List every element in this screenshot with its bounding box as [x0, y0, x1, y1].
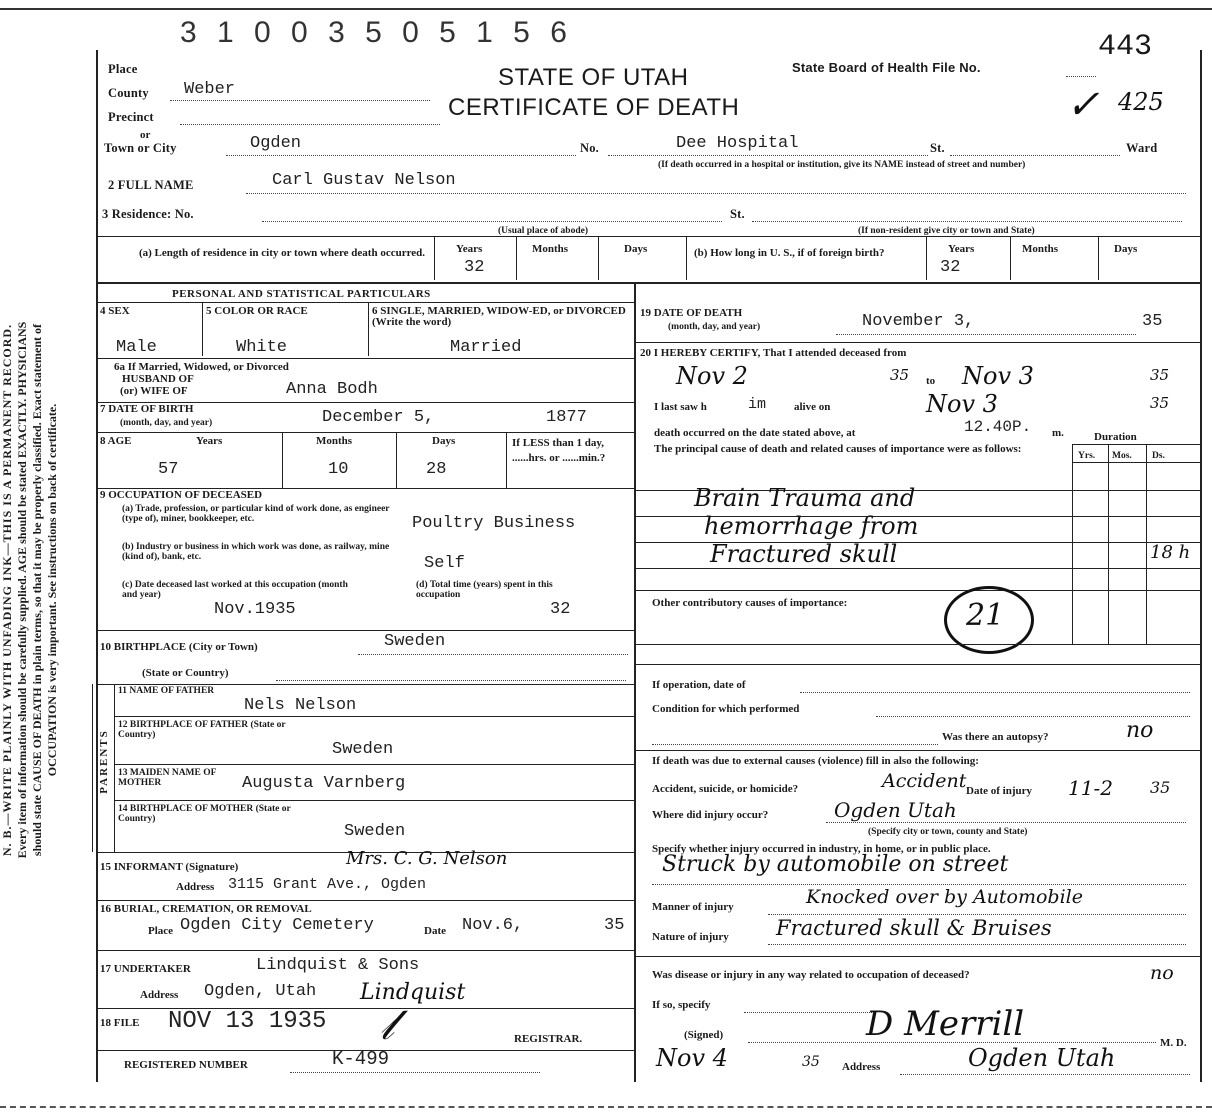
undertaker-value: Lindquist & Sons: [256, 956, 420, 975]
nature-value: Fractured skull & Bruises: [776, 916, 1052, 940]
side-note-line-1: N. B.—WRITE PLAINLY WITH UNFADING INK—THIS IS A PERMANENT RECORD.: [0, 323, 14, 857]
undertaker-signature: Lindquist: [360, 980, 466, 1005]
husband-of-label: HUSBAND OF: [122, 373, 194, 385]
cause-line-2: hemorrhage from: [704, 512, 919, 540]
contributory-label: Other contributory causes of importance:: [652, 597, 848, 609]
informant-address-value: 3115 Grant Ave., Ogden: [228, 876, 427, 893]
birthplace-mother-value: Sweden: [344, 822, 406, 841]
dob-label: 7 DATE OF BIRTH: [100, 403, 194, 415]
age-days-header: Days: [432, 435, 456, 447]
length-residence-label: (a) Length of residence in city or town where death occurred.: [138, 247, 426, 259]
condition-label: Condition for which performed: [652, 703, 800, 715]
total-time-value: 32: [550, 600, 571, 619]
accident-label: Accident, suicide, or homicide?: [652, 783, 799, 795]
birthplace-mother-label: 14 BIRTHPLACE OF MOTHER (State or Country): [118, 804, 291, 824]
registered-number-value: K-499: [332, 1048, 390, 1070]
burial-place-label: Place: [148, 925, 174, 937]
occupation-value: Poultry Business: [412, 514, 576, 533]
ward-label: Ward: [1126, 141, 1158, 155]
to-label: to: [926, 375, 936, 387]
nature-label: Nature of injury: [652, 931, 729, 943]
certify-label: 20 I HEREBY CERTIFY, That I attended deceased from: [640, 347, 907, 359]
where-label: Where did injury occur?: [652, 809, 769, 821]
father-label: 11 NAME OF FATHER: [118, 686, 215, 696]
accident-value: Accident: [882, 770, 967, 792]
date-injury-label: Date of injury: [966, 785, 1032, 797]
age-months-value: 10: [328, 460, 349, 479]
birthplace-father-value: Sweden: [332, 740, 394, 759]
side-note-line-2: Every item of information should be carefully supplied. AGE should be stated EXACTLY. PHYSICIANS: [15, 321, 29, 859]
registered-number-label: REGISTERED NUMBER: [124, 1059, 248, 1071]
dob-year-value: 1877: [546, 408, 587, 427]
birthplace-label: 10 BIRTHPLACE (City or Town): [100, 641, 258, 653]
personal-particulars-heading: PERSONAL AND STATISTICAL PARTICULARS: [172, 288, 431, 300]
occupation-d-label: (d) Total time (years) spent in this occupation: [416, 580, 553, 600]
town-label: Town or City: [104, 141, 177, 155]
last-worked-value: Nov.1935: [214, 600, 296, 619]
manner-value: Knocked over by Automobile: [806, 886, 1083, 908]
injury-year-value: 35: [1150, 778, 1171, 797]
external-causes-label: If death was due to external causes (violence) fill in also the following:: [652, 755, 979, 767]
birthplace-value: Sweden: [384, 632, 446, 651]
mother-value: Augusta Varnberg: [242, 774, 406, 793]
code-value: 21: [966, 598, 1005, 633]
side-note-line-4: OCCUPATION is very important. See instructions on back of certificate.: [45, 403, 59, 777]
race-value: White: [236, 338, 288, 357]
file-number: 443: [1098, 30, 1153, 64]
sign-address-label: Address: [842, 1061, 881, 1073]
informant-address-label: Address: [176, 881, 215, 893]
to-year: 35: [1150, 366, 1170, 384]
file-label: 18 FILE: [100, 1017, 140, 1029]
undertaker-address-value: Ogden, Utah: [204, 982, 317, 1001]
nonresident-note: (If non-resident give city or town and State): [858, 226, 1035, 236]
us-months-header: Months: [1022, 243, 1059, 255]
cause-label: The principal cause of death and related causes of importance were as follows:: [654, 443, 1022, 455]
date-of-death-label: 19 DATE OF DEATH: [640, 307, 743, 319]
age-days-value: 28: [426, 460, 447, 479]
specify-industry-label: Specify whether injury occurred in industry, in home, or in public place.: [652, 843, 991, 855]
registrar-label: REGISTRAR.: [514, 1033, 583, 1045]
operation-label: If operation, date of: [652, 679, 746, 691]
spouse-value: Anna Bodh: [286, 380, 378, 399]
manner-label: Manner of injury: [652, 901, 734, 913]
burial-year-value: 35: [604, 916, 625, 935]
hospital-value: Dee Hospital: [676, 134, 799, 153]
wife-of-label: (or) WIFE OF: [120, 385, 188, 397]
autopsy-label: Was there an autopsy?: [942, 731, 1049, 743]
him-value: im: [748, 396, 767, 413]
side-note: [0, 90, 60, 1090]
cause-line-1: Brain Trauma and: [694, 484, 916, 512]
occurred-label: death occurred on the date stated above, at: [654, 427, 856, 439]
public-place-value: Struck by automobile on street: [662, 852, 1009, 877]
alive-on-label: alive on: [794, 401, 831, 413]
father-value: Nels Nelson: [244, 696, 357, 715]
street-label: St.: [930, 141, 945, 155]
date-of-death-sub: (month, day, and year): [668, 322, 761, 332]
registrar-signature-icon: 𝓁: [380, 1000, 394, 1049]
industry-value: Self: [424, 554, 465, 573]
occupation-b-label: (b) Industry or business in which work was done, as railway, mine (kind of), bank, etc.: [122, 542, 390, 562]
to-date: Nov 3: [962, 362, 1034, 390]
hospital-note: (If death occurred in a hospital or institution, give its NAME instead of street and number): [658, 160, 1026, 170]
duration-header: Duration: [1094, 431, 1137, 443]
how-long-label: (b) How long in U. S., if of foreign birth?: [694, 247, 885, 259]
burial-date-label: Date: [424, 925, 446, 937]
last-saw-label: I last saw h: [654, 401, 707, 413]
sign-year: 35: [802, 1054, 820, 1070]
place-of-death-label: Place: [108, 62, 138, 76]
age-label: 8 AGE: [100, 435, 132, 447]
autopsy-value: no: [1126, 718, 1154, 743]
parents-label: PARENTS: [97, 729, 110, 794]
ds-header: Ds.: [1152, 451, 1165, 461]
full-name-label: 2 FULL NAME: [108, 178, 194, 192]
precinct-label: Precinct: [108, 110, 154, 124]
related-label: Was disease or injury in any way related to occupation of deceased?: [652, 969, 970, 981]
us-days-header: Days: [1114, 243, 1138, 255]
town-value: Ogden: [250, 134, 302, 153]
side-note-line-3: should state CAUSE OF DEATH in plain terms, so that it may be properly classified. Exact statement of: [30, 323, 44, 857]
related-value: no: [1150, 962, 1174, 984]
residence-street-label: St.: [730, 207, 745, 221]
or-label: or: [140, 129, 151, 141]
usual-abode-note: (Usual place of abode): [498, 226, 588, 236]
injury-date-value: 11-2: [1068, 776, 1113, 800]
sex-value: Male: [116, 338, 157, 357]
us-years-header: Years: [948, 243, 975, 255]
check-mark-icon: ✓: [1066, 82, 1100, 128]
mos-header: Mos.: [1112, 451, 1132, 461]
from-year: 35: [890, 366, 910, 384]
county-value: Weber: [184, 80, 236, 99]
age-years-header: Years: [196, 435, 223, 447]
where-value: Ogden Utah: [834, 798, 957, 822]
sign-date: Nov 4: [656, 1044, 728, 1072]
race-label: 5 COLOR OR RACE: [206, 305, 308, 317]
date-of-death-value: November 3,: [862, 312, 975, 331]
full-name-value: Carl Gustav Nelson: [272, 171, 456, 190]
specify-city-note: (Specify city or town, county and State): [868, 827, 1028, 837]
m-label: m.: [1052, 427, 1064, 439]
board-file-label: State Board of Health File No.: [792, 60, 981, 75]
res-years-header: Years: [456, 243, 483, 255]
duration-value: 18 h: [1150, 542, 1191, 563]
number-label: No.: [580, 141, 600, 155]
date-of-death-year: 35: [1142, 312, 1163, 331]
marital-label: 6 SINGLE, MARRIED, WIDOW-ED, or DIVORCED (Write the word): [372, 305, 626, 328]
age-months-header: Months: [316, 435, 353, 447]
serial-number: 3 1 0 0 3 5 0 5 1 5 6: [180, 16, 573, 49]
informant-signature: Mrs. C. G. Nelson: [346, 848, 508, 869]
certificate-title: CERTIFICATE OF DEATH: [448, 94, 740, 121]
physician-signature: D Merrill: [866, 1004, 1025, 1044]
file-number-handwritten: 425: [1118, 88, 1164, 116]
informant-label: 15 INFORMANT (Signature): [100, 861, 239, 873]
less-than-label: If LESS than 1 day, ......hrs. or ......min.?: [512, 437, 606, 464]
burial-place-value: Ogden City Cemetery: [180, 916, 374, 935]
county-label: County: [108, 86, 149, 100]
from-date: Nov 2: [676, 362, 748, 390]
last-seen-date: Nov 3: [926, 390, 998, 418]
if-so-label: If so, specify: [652, 999, 711, 1011]
age-years-value: 57: [158, 460, 179, 479]
occupation-label: 9 OCCUPATION OF DECEASED: [100, 489, 263, 501]
res-days-header: Days: [624, 243, 648, 255]
signed-label: (Signed): [684, 1029, 724, 1041]
occupation-c-label: (c) Date deceased last worked at this occupation (month and year): [122, 580, 348, 600]
sign-address-value: Ogden Utah: [968, 1044, 1116, 1072]
file-date-value: NOV 13 1935: [168, 1008, 327, 1035]
us-years-value: 32: [940, 258, 961, 277]
cause-line-3: Fractured skull: [710, 540, 898, 568]
if-married-label: 6a If Married, Widowed, or Divorced: [114, 361, 289, 373]
undertaker-address-label: Address: [140, 989, 179, 1001]
sex-label: 4 SEX: [100, 305, 130, 317]
res-years-value: 32: [464, 258, 485, 277]
residence-label: 3 Residence: No.: [102, 207, 194, 221]
burial-label: 16 BURIAL, CREMATION, OR REMOVAL: [100, 903, 312, 915]
dob-sub-label: (month, day, and year): [120, 418, 213, 428]
dob-value: December 5,: [322, 408, 435, 427]
yrs-header: Yrs.: [1078, 451, 1096, 461]
burial-date-value: Nov.6,: [462, 916, 524, 935]
state-title: STATE OF UTAH: [498, 64, 689, 91]
death-time-value: 12.40P.: [964, 418, 1032, 436]
birthplace-father-label: 12 BIRTHPLACE OF FATHER (State or Country): [118, 720, 286, 740]
md-label: M. D.: [1160, 1037, 1187, 1049]
state-country-label: (State or Country): [142, 667, 229, 679]
undertaker-label: 17 UNDERTAKER: [100, 963, 191, 975]
occupation-a-label: (a) Trade, profession, or particular kind of work done, as engineer (type of), miner, bookkeeper, etc.: [122, 504, 390, 524]
last-seen-year: 35: [1150, 394, 1170, 412]
marital-value: Married: [450, 338, 522, 357]
mother-label: 13 MAIDEN NAME OF MOTHER: [118, 768, 217, 788]
res-months-header: Months: [532, 243, 569, 255]
